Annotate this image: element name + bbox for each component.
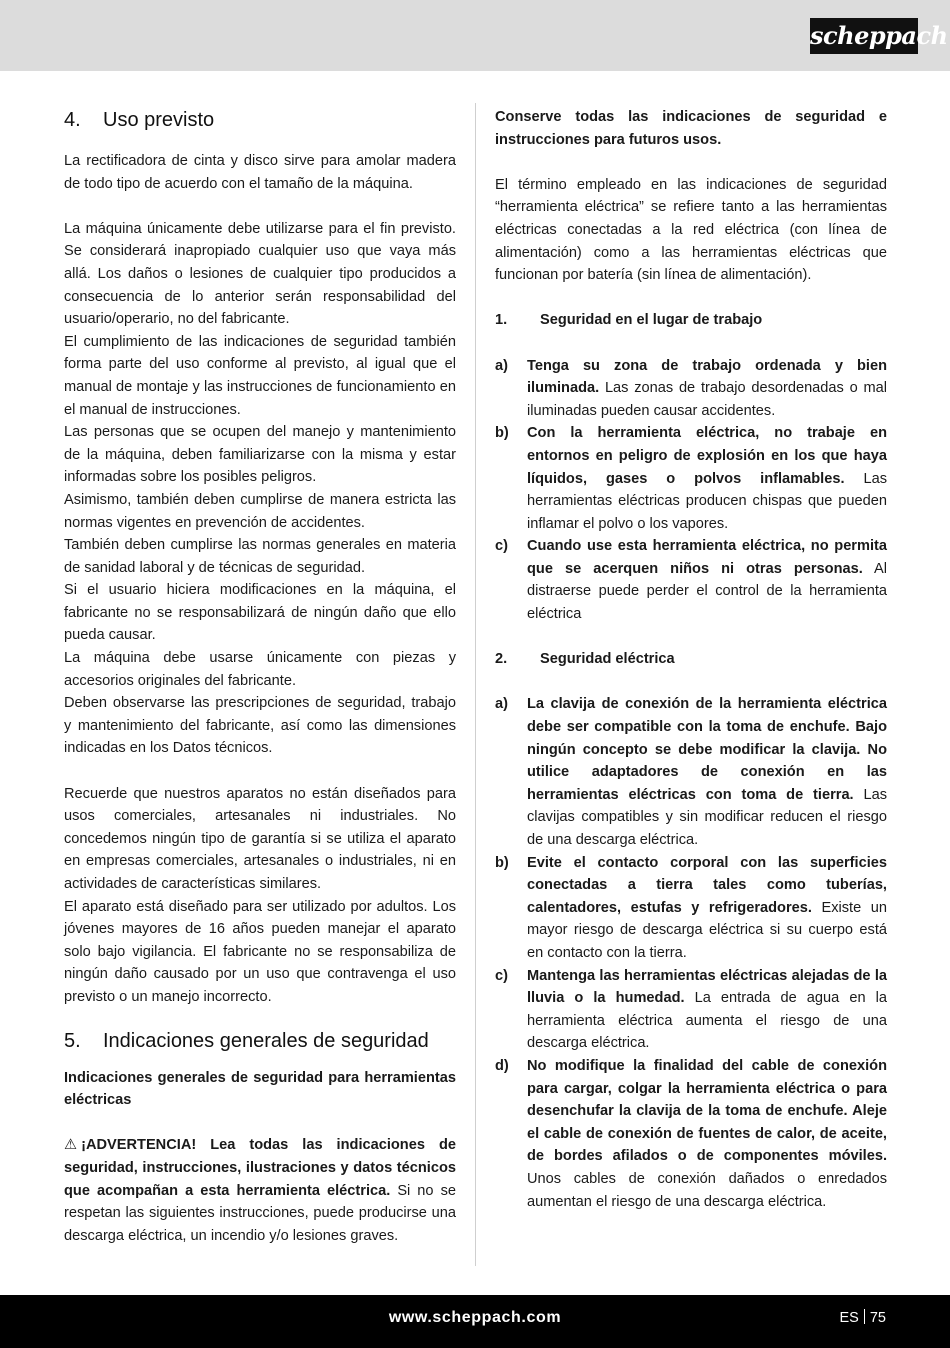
list-item-bold: Evite el contacto corporal con las superficies conectadas a tierra tales como tuberías, calentadores, estufas y refrigeradores. bbox=[527, 854, 887, 916]
subsection-title: Seguridad en el lugar de trabajo bbox=[540, 312, 763, 329]
subsection-title: Seguridad eléctrica bbox=[540, 651, 675, 668]
list-item-text bbox=[527, 693, 887, 851]
list-item-text bbox=[527, 1055, 887, 1213]
subsection-2-heading bbox=[495, 648, 887, 671]
list-item bbox=[495, 852, 887, 965]
list-item bbox=[495, 422, 887, 535]
list-marker: b) bbox=[495, 425, 509, 442]
list-item bbox=[495, 693, 887, 851]
paragraph: Recuerde que nuestros aparatos no están diseñados para usos comerciales, artesanales ni industriales. No concedemos ningún tipo de garantía si se utiliza el aparato en empresas comerciales, artesanales o industriales, ni en actividades de características similares. bbox=[64, 785, 456, 892]
page-footer bbox=[0, 1295, 950, 1348]
list-marker: c) bbox=[495, 538, 508, 555]
list-item-text bbox=[527, 535, 887, 625]
paragraph: Si el usuario hiciera modificaciones en la máquina, el fabricante no se responsabilizará de ningún daño que ello pueda causar. bbox=[64, 582, 456, 644]
warning-text: Si no se respetan las siguientes instrucciones, puede producirse una descarga eléctrica, un incendio y/o lesiones graves. bbox=[64, 1182, 456, 1244]
list-item-bold: Cuando use esta herramienta eléctrica, no permita que se acerquen niños ni otras personas. bbox=[527, 538, 887, 577]
language-code: ES bbox=[839, 1310, 859, 1326]
list-item-rest: Las clavijas compatibles y sin modificar reducen el riesgo de una descarga eléctrica. bbox=[527, 786, 887, 848]
list-item-rest: Las herramientas eléctricas producen chispas que pueden inflamar el polvo o los vapores. bbox=[527, 470, 887, 532]
paragraph: El cumplimiento de las indicaciones de seguridad también forma parte del uso conforme al previsto, al igual que el manual de montaje y las instrucciones de funcionamiento en el manual de instrucciones. bbox=[64, 333, 456, 418]
list-item-text bbox=[527, 355, 887, 423]
list-item-rest: La entrada de agua en la herramienta eléctrica aumenta el riesgo de una descarga eléctrica. bbox=[527, 990, 887, 1052]
warning-triangle-icon: ⚠ bbox=[64, 1137, 78, 1154]
page-number bbox=[840, 1295, 886, 1341]
list-item-rest: Unos cables de conexión dañados o enredados aumentan el riesgo de una descarga eléctrica. bbox=[527, 1170, 887, 1210]
list-item-rest: Existe un mayor riesgo de descarga eléctrica si su cuerpo está en contacto con la tierra. bbox=[527, 899, 887, 961]
right-column bbox=[495, 106, 887, 1213]
safety-list-workplace bbox=[495, 355, 887, 626]
list-marker: a) bbox=[495, 357, 508, 374]
list-marker: a) bbox=[495, 696, 508, 713]
list-item-bold: Tenga su zona de trabajo ordenada y bien iluminada. bbox=[527, 357, 887, 397]
list-item bbox=[495, 535, 887, 625]
paragraph: También deben cumplirse las normas generales en materia de sanidad laboral y de técnicas de seguridad. bbox=[64, 537, 456, 576]
list-item-text bbox=[527, 422, 887, 535]
left-column bbox=[64, 106, 456, 1247]
paragraph: La máquina debe usarse únicamente con piezas y accesorios originales del fabricante. bbox=[64, 650, 456, 689]
page-header bbox=[0, 0, 950, 71]
paragraph: Las personas que se ocupen del manejo y mantenimiento de la máquina, deben familiarizarse con la misma y estar informadas sobre los posibles peligros. bbox=[64, 424, 456, 486]
list-item-bold: Con la herramienta eléctrica, no trabaje en entornos en peligro de explosión en los que haya líquidos, gases o polvos inflamables. bbox=[527, 425, 887, 487]
list-marker: c) bbox=[495, 967, 508, 984]
list-item-text bbox=[527, 852, 887, 965]
footer-website-link[interactable]: www.scheppach.com bbox=[388, 1309, 562, 1326]
list-item-text bbox=[527, 965, 887, 1055]
scheppach-logo: scheppach bbox=[810, 18, 918, 54]
section-title: Uso previsto bbox=[103, 109, 215, 131]
list-marker: d) bbox=[495, 1057, 509, 1074]
paragraph: Deben observarse las prescripciones de seguridad, trabajo y mantenimiento del fabricante, así como las dimensiones indicadas en los Datos técnicos. bbox=[64, 695, 456, 757]
paragraph: El aparato está diseñado para ser utilizado por adultos. Los jóvenes mayores de 16 años pueden manejar el aparato solo bajo vigilancia. El fabricante no se responsabiliza de ningún daño causado por un uso que contravenga el uso previsto o un manejo incorrecto. bbox=[64, 898, 456, 1005]
list-item-bold: La clavija de conexión de la herramienta eléctrica debe ser compatible con la toma de enchufe. Bajo ningún concepto se debe modificar la clavija. No utilice adaptadores de conexión en las herramientas eléctricas con toma de tierra. bbox=[527, 696, 887, 803]
list-item-bold: No modifique la finalidad del cable de conexión para cargar, colgar la herramienta eléctrica o para desenchufar la clavija de la toma de enchufe. Aleje el cable de conexión de fuentes de calor, de aceite, de bordes afilados o de componentes móviles. bbox=[527, 1057, 887, 1165]
section-5-heading bbox=[64, 1027, 456, 1057]
keep-instructions-note: Conserve todas las indicaciones de seguridad e instrucciones para futuros usos. bbox=[495, 109, 887, 148]
paragraph: Asimismo, también deben cumplirse de manera estricta las normas vigentes en prevención de accidentes. bbox=[64, 491, 456, 531]
separator bbox=[864, 1309, 865, 1324]
page-number-value: 75 bbox=[869, 1310, 886, 1326]
subsection-title: Indicaciones generales de seguridad para herramientas eléctricas bbox=[64, 1069, 456, 1109]
section-title: Indicaciones generales de seguridad bbox=[103, 1029, 429, 1052]
warning-paragraph bbox=[64, 1134, 456, 1247]
column-divider bbox=[475, 103, 476, 1266]
list-item bbox=[495, 355, 887, 423]
subsection-1-heading bbox=[495, 309, 887, 332]
list-item-rest: Las zonas de trabajo desordenadas o mal iluminadas pueden causar accidentes. bbox=[527, 380, 887, 419]
list-item bbox=[495, 1055, 887, 1213]
section-number: 4. bbox=[64, 109, 81, 131]
section-number: 5. bbox=[64, 1029, 81, 1052]
paragraph: La máquina únicamente debe utilizarse para el fin previsto. Se considerará inapropiado cualquier uso que vaya más allá. Los daños o lesiones de cualquier tipo producidos a consecuencia de lo anterior serán responsabilidad del usuario/operario, no del fabricante. bbox=[64, 220, 456, 328]
list-item-bold: Mantenga las herramientas eléctricas alejadas de la lluvia o la humedad. bbox=[527, 967, 887, 1007]
list-item bbox=[495, 965, 887, 1055]
subsection-number: 2. bbox=[495, 651, 508, 668]
warning-bold-text: ¡ADVERTENCIA! Lea todas las indicaciones de seguridad, instrucciones, ilustraciones y datos técnicos que acompañan a esta herramienta eléctrica. bbox=[64, 1137, 456, 1199]
paragraph: La rectificadora de cinta y disco sirve para amolar madera de todo tipo de acuerdo con el tamaño de la máquina. bbox=[64, 153, 456, 192]
safety-list-electrical bbox=[495, 693, 887, 1213]
paragraph: El término empleado en las indicaciones de seguridad “herramienta eléctrica” se refiere tanto a las herramientas eléctricas conectadas a la red eléctrica (con línea de alimentación) como a las herramientas eléctricas que funcionan por batería (sin línea de alimentación). bbox=[495, 176, 887, 284]
list-item-rest: Al distraerse puede perder el control de la herramienta eléctrica bbox=[527, 560, 888, 623]
list-marker: b) bbox=[495, 854, 509, 871]
subsection-number: 1. bbox=[495, 312, 508, 329]
section-4-heading bbox=[64, 106, 456, 136]
